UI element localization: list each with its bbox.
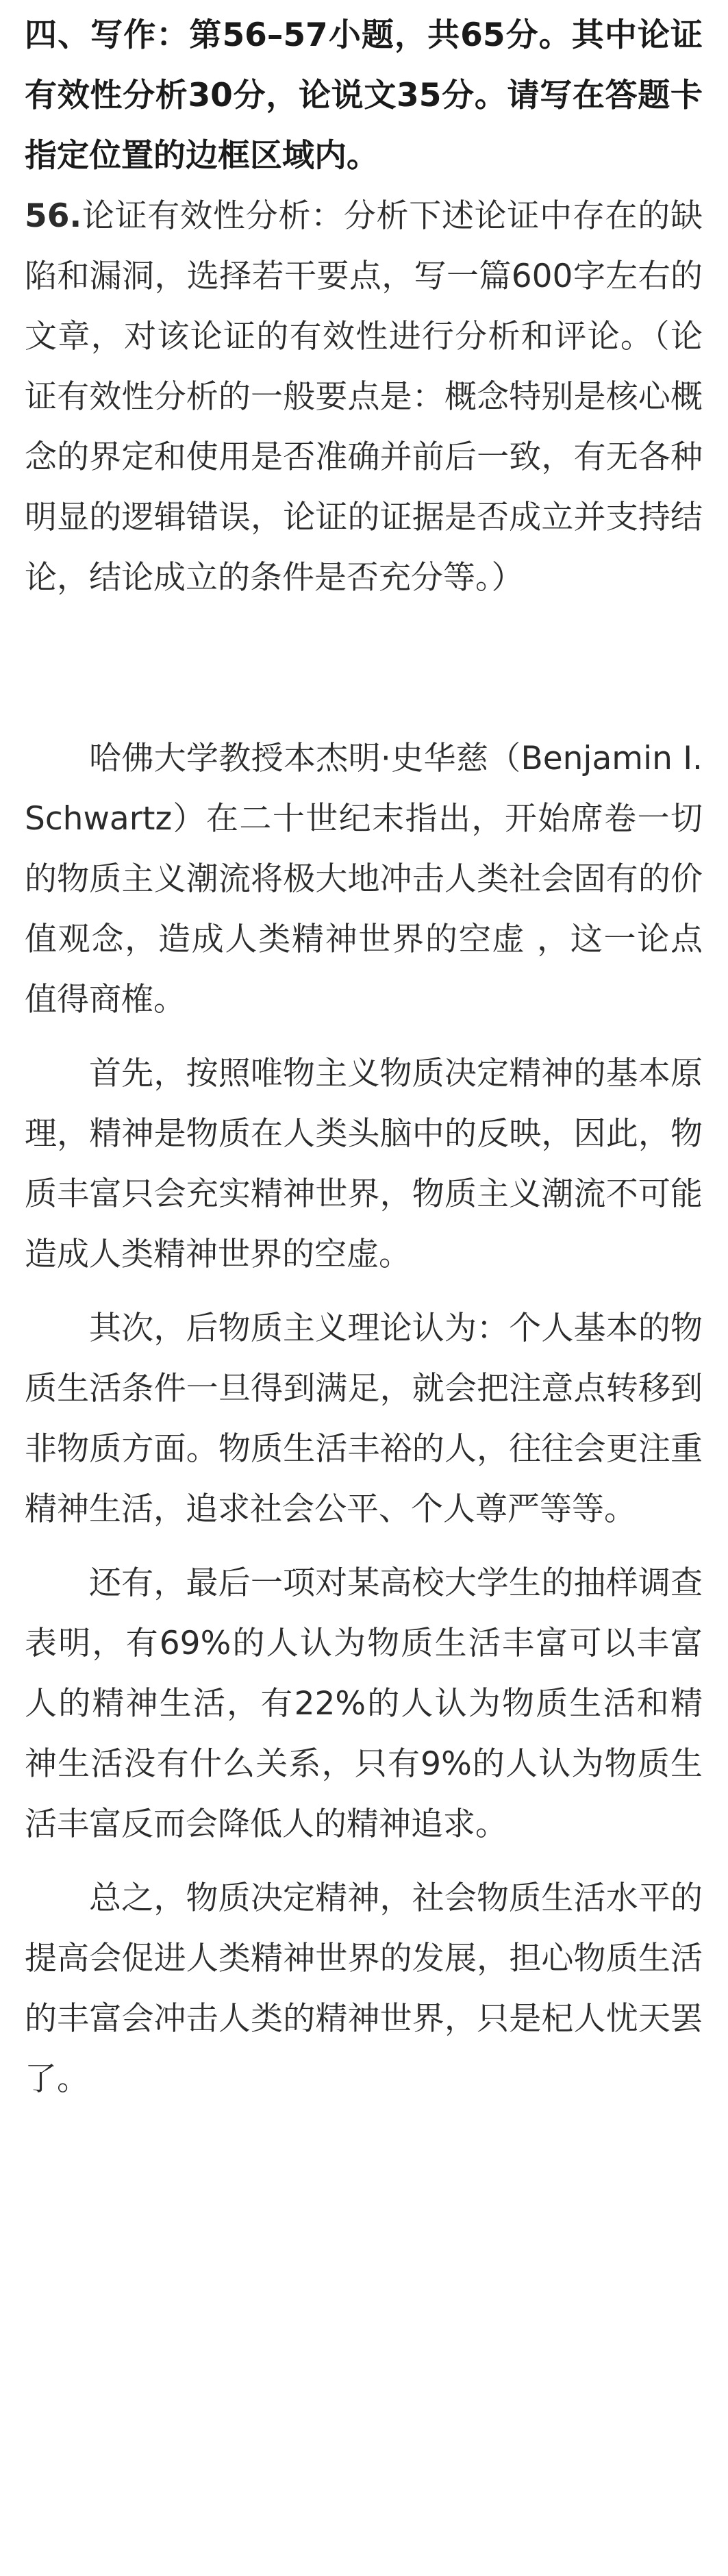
passage-paragraph: 哈佛大学教授本杰明·史华慈（Benjamin I.Schwartz）在二十世纪末指出，开始席卷一切的物质主义潮流将极大地冲击人类社会固有的价值观念，造成人类精神世界的空虚 ，这一论点值得商榷。 [25, 740, 703, 1018]
section-header: 四、写作：第56–57小题，共65分。其中论证有效性分析30分，论说文35分。请写在答题卡指定位置的边框区域内。 [25, 16, 703, 175]
exam-page [25, 5, 703, 2123]
argument-passage [25, 729, 703, 2110]
passage-paragraph: 其次，后物质主义理论认为：个人基本的物质生活条件一旦得到满足，就会把注意点转移到非物质方面。物质生活丰裕的人，往往会更注重精神生活，追求社会公平、个人尊严等等。 [25, 1310, 703, 1528]
question-text: 论证有效性分析：分析下述论证中存在的缺陷和漏洞，选择若干要点，写一篇600字左右的文章，对该论证的有效性进行分析和评论。（论证有效性分析的一般要点是：概念特别是核心概念的界定和使用是否准确并前后一致，有无各种明显的逻辑错误，论证的证据是否成立并支持结论，结论成立的条件是否充分等。） [25, 197, 703, 597]
passage-paragraph: 总之，物质决定精神，社会物质生活水平的提高会促进人类精神世界的发展，担心物质生活的丰富会冲击人类的精神世界，只是杞人忧天罢了。 [25, 1879, 703, 2098]
passage-paragraph: 首先，按照唯物主义物质决定精神的基本原理，精神是物质在人类头脑中的反映，因此，物质丰富只会充实精神世界，物质主义潮流不可能造成人类精神世界的空虚。 [25, 1055, 703, 1273]
question-prompt [25, 186, 703, 608]
passage-paragraph: 还有，最后一项对某高校大学生的抽样调查表明，有69%的人认为物质生活丰富可以丰富人的精神生活，有22%的人认为物质生活和精神生活没有什么关系，只有9%的人认为物质生活丰富反而会降低人的精神追求。 [25, 1564, 703, 1843]
question-number: 56. [25, 197, 82, 235]
blank-gap [25, 608, 703, 729]
